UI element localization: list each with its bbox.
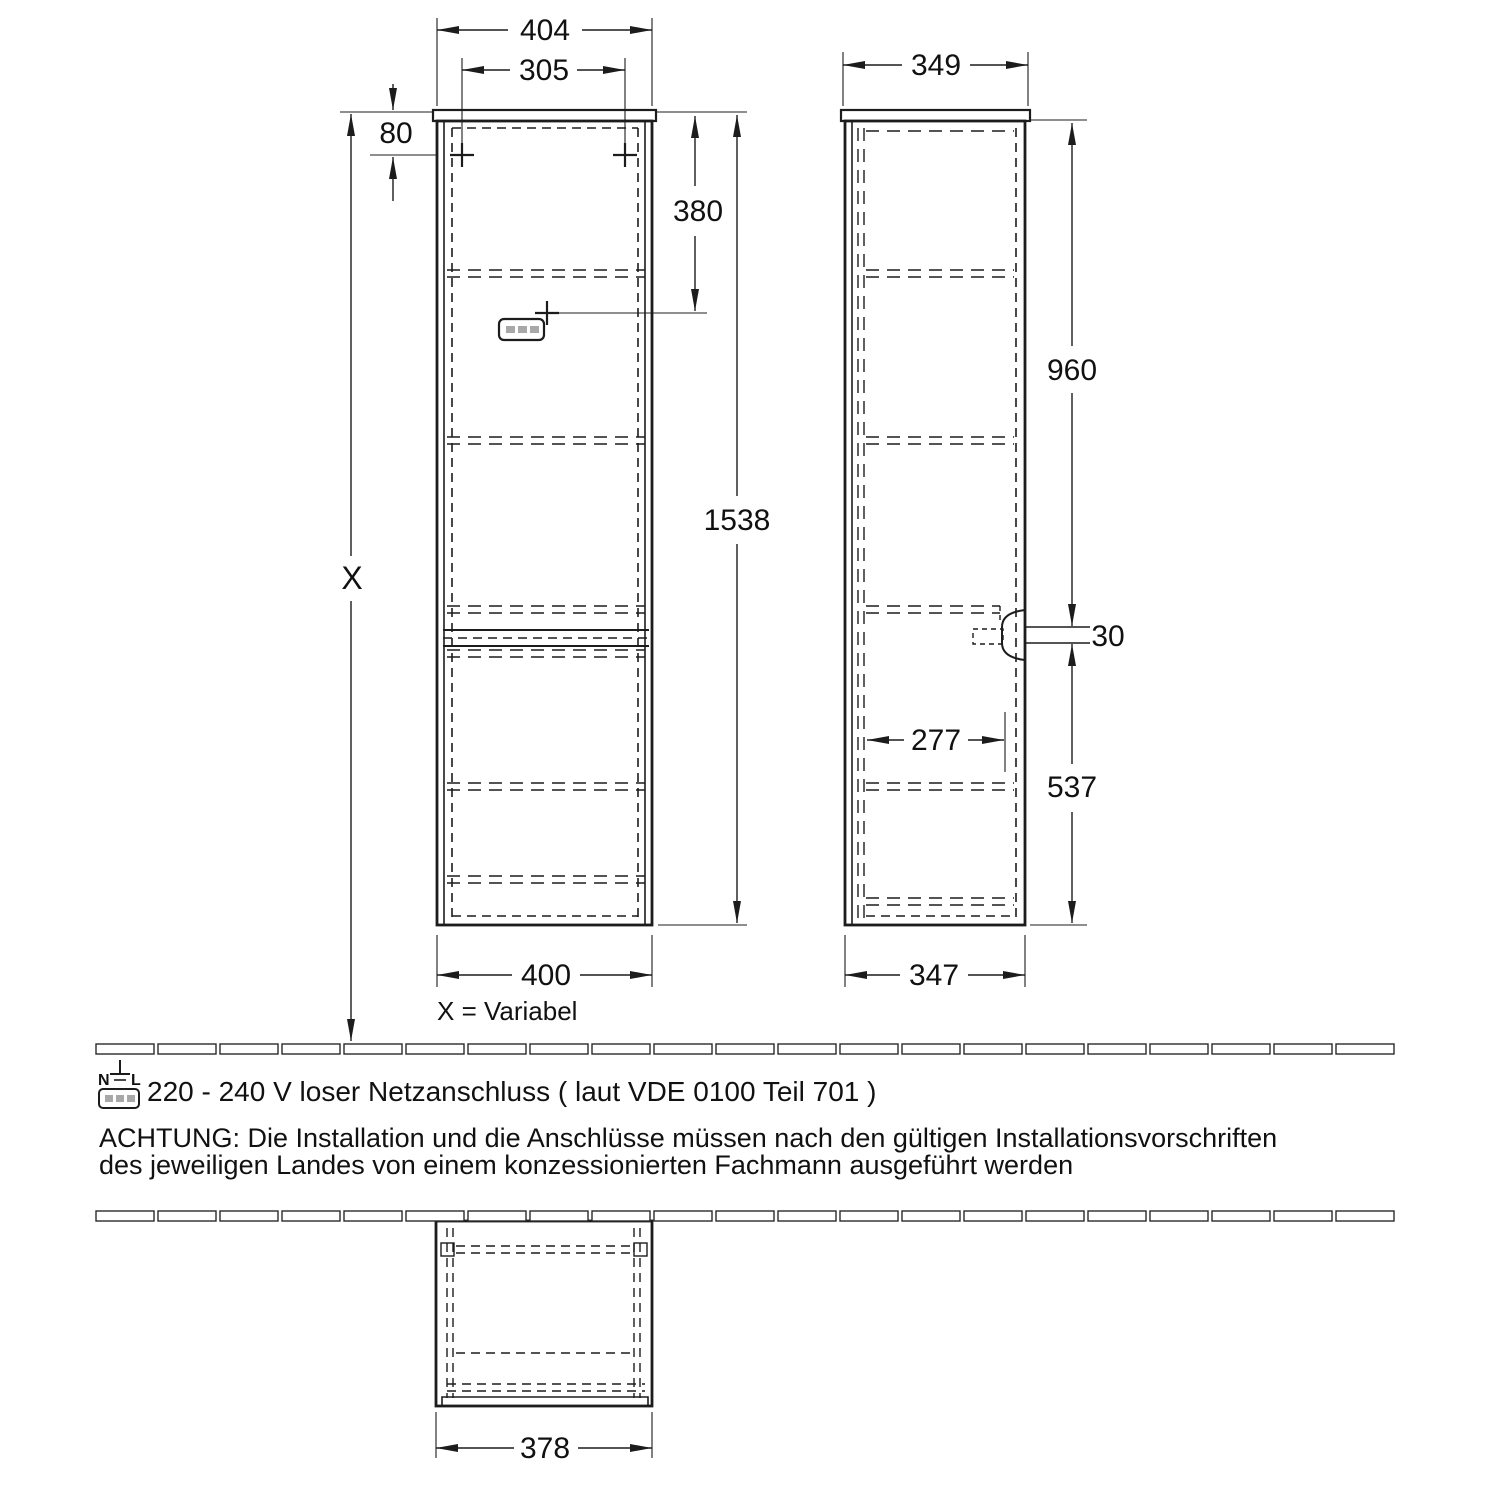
cabinet-body-outline [845,121,1025,925]
socket-mark [530,326,539,333]
front-view [370,110,707,925]
bottom-view [436,1221,652,1406]
dim-label: 960 [1046,354,1098,387]
power-note [98,1060,876,1108]
dim-x-variable [341,114,362,1041]
dim-label: 80 [379,117,413,150]
dim-label: 305 [518,54,570,87]
plug-n-label: N [98,1072,110,1089]
warning-line2: des jeweiligen Landes von einem konzessionierten Fachmann ausgeführt werden [99,1150,1074,1180]
earth-ground-icon [110,1060,130,1080]
dim-80 [379,84,412,201]
dim-378 [436,1412,652,1465]
dim-label: 349 [910,49,962,82]
cabinet-top-panel [433,110,656,121]
warning-note [99,1123,1277,1180]
variable-note-label: X = Variabel [437,996,578,1026]
power-note-text: 220 - 240 V loser Netzanschluss ( laut VDE 0100 Teil 701 ) [147,1076,877,1107]
floor-tile-row [95,1210,1397,1222]
dim-1538 [658,115,770,925]
dim-label: 347 [908,959,960,992]
dim-label: 30 [1091,620,1125,653]
socket-mark [506,326,515,333]
cabinet-top-panel [841,110,1030,121]
plug-mark [127,1095,135,1102]
warning-line1: ACHTUNG: Die Installation und die Anschlüsse müssen nach den gültigen Installationsvorschriften [99,1123,1278,1153]
dim-537 [1030,644,1097,925]
dim-label: 380 [672,195,724,228]
plug-mark [116,1095,124,1102]
dim-label: 537 [1046,771,1098,804]
dim-label: 400 [520,959,572,992]
socket-mark [518,326,527,333]
dim-30 [1091,620,1124,653]
dim-349 [843,49,1028,106]
dim-380 [673,116,723,311]
plug-mark [105,1095,113,1102]
plug-l-label: L [131,1072,141,1089]
dim-label: 277 [910,724,962,757]
dim-label: X [341,560,363,596]
dim-960 [1047,123,1097,626]
dim-label: 378 [519,1432,571,1465]
dim-label: 404 [519,14,571,47]
socket-outlet-icon [499,319,544,340]
cabinet-body-outline [437,121,652,925]
dim-400 [437,935,652,992]
cabinet-plan-outline [436,1221,652,1406]
dim-347 [845,935,1025,992]
floor-tile-row [95,1043,1397,1055]
plug-box-icon [99,1089,139,1108]
dim-label: 1538 [703,504,771,537]
